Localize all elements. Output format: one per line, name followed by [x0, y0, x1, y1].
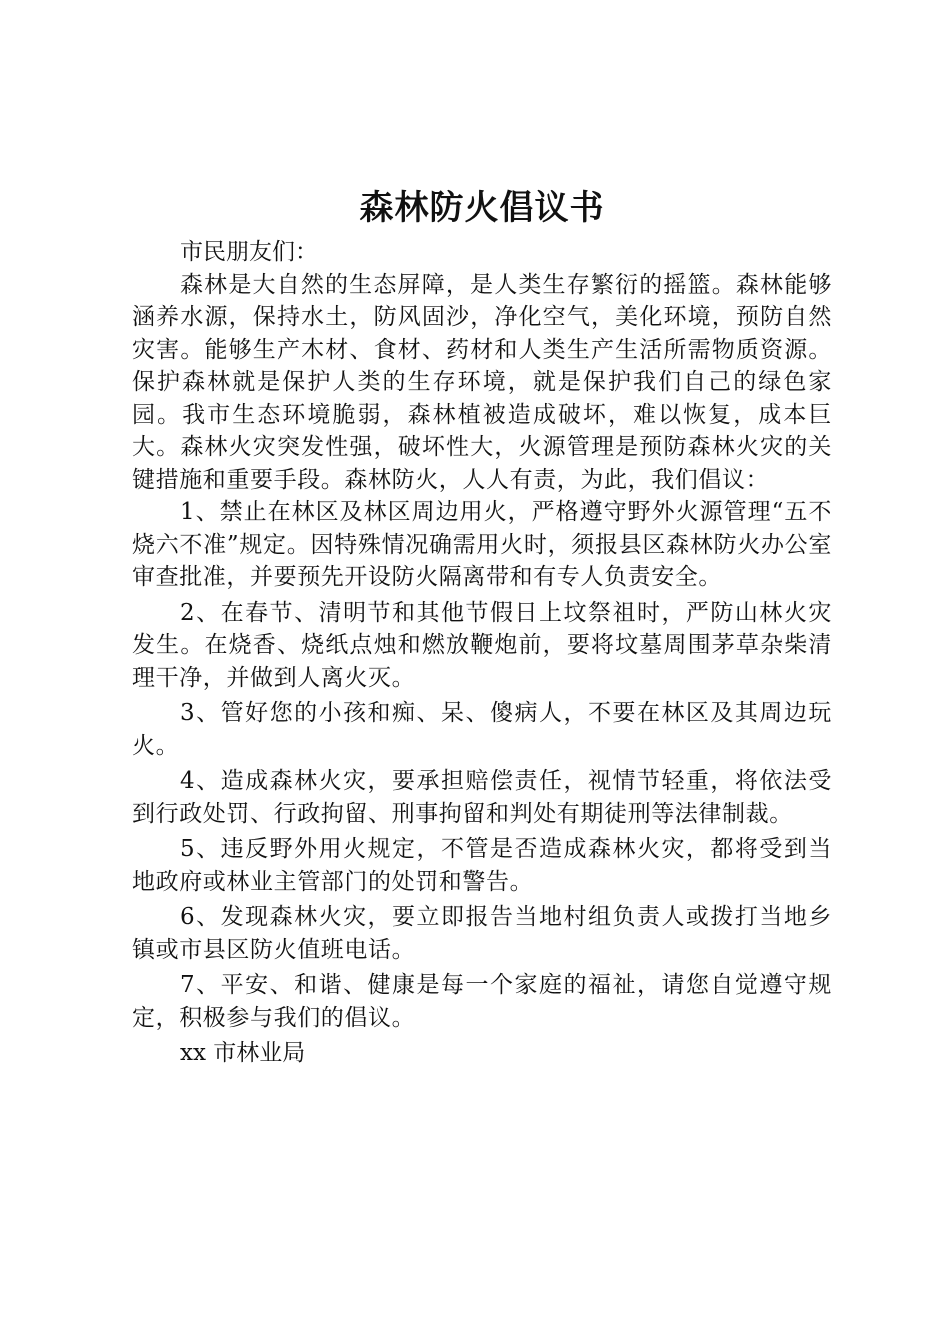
proposal-item-7: 7、平安、和谐、健康是每一个家庭的福祉，请您自觉遵守规定，积极参与我们的倡议。: [132, 972, 832, 1031]
proposal-item-6: 6、发现森林火灾，要立即报告当地村组负责人或拨打当地乡镇或市县区防火值班电话。: [132, 904, 832, 963]
document-title: 森林防火倡议书: [359, 188, 605, 228]
salutation: 市民朋友们：: [180, 239, 318, 265]
proposal-item-2: 2、在春节、清明节和其他节假日上坟祭祖时，严防山林火灾发生。在烧香、烧纸点烛和燃放鞭炮前，要将坟墓周围茅草杂柴清理干净，并做到人离火灭。: [132, 599, 832, 691]
intro-paragraph: 森林是大自然的生态屏障，是人类生存繁衍的摇篮。森林能够涵养水源，保持水土，防风固沙，净化空气，美化环境，预防自然灾害。能够生产木材、食材、药材和人类生产生活所需物质资源。保护森林就是保护人类的生存环境，就是保护我们自己的绿色家园。我市生态环境脆弱，森林植被造成破坏，难以恢复，成本巨大。森林火灾突发性强，破坏性大，火源管理是预防森林火灾的关键措施和重要手段。森林防火，人人有责，为此，我们倡议：: [132, 271, 832, 493]
proposal-item-3: 3、管好您的小孩和痴、呆、傻病人，不要在林区及其周边玩火。: [132, 700, 832, 759]
document-page: [132, 182, 832, 1070]
signature: xx 市林业局: [180, 1040, 306, 1066]
proposal-item-5: 5、违反野外用火规定，不管是否造成森林火灾，都将受到当地政府或林业主管部门的处罚和警告。: [132, 836, 832, 895]
proposal-item-1: 1、禁止在林区及林区周边用火，严格遵守野外火源管理“五不烧六不准”规定。因特殊情况确需用火时，须报县区森林防火办公室审查批准，并要预先开设防火隔离带和有专人负责安全。: [132, 499, 832, 590]
proposal-item-4: 4、造成森林火灾，要承担赔偿责任，视情节轻重，将依法受到行政处罚、行政拘留、刑事拘留和判处有期徒刑等法律制裁。: [132, 768, 832, 827]
